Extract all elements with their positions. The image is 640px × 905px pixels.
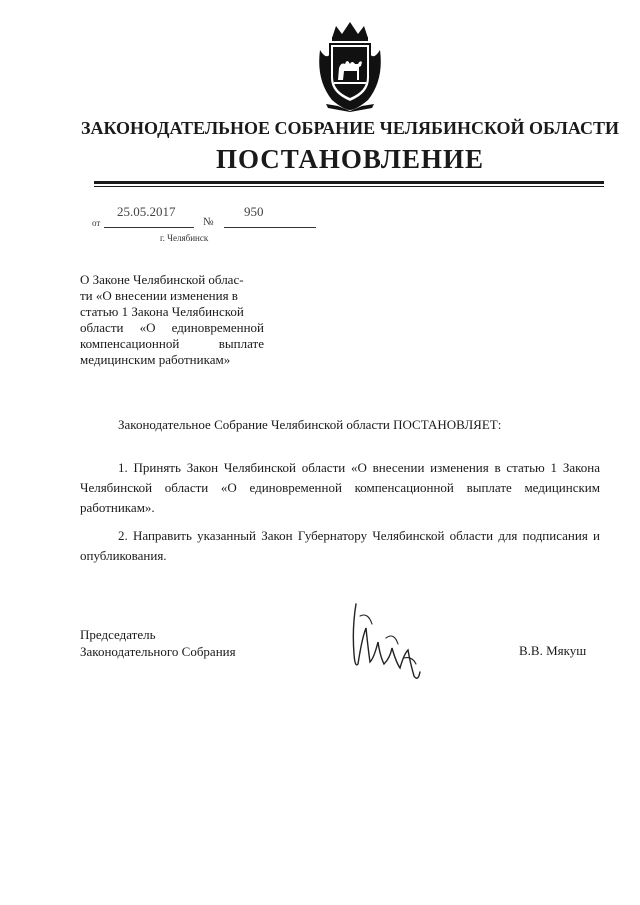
document-subject — [80, 272, 264, 368]
from-label: от — [92, 218, 101, 228]
city-label: г. Челябинск — [160, 233, 209, 243]
document-type-title: ПОСТАНОВЛЕНИЕ — [215, 144, 485, 174]
signer-position-line1: Председатель — [80, 627, 156, 642]
date-underline — [104, 227, 194, 228]
signer-position — [80, 626, 236, 660]
document-number: 950 — [244, 204, 264, 219]
signer-name: В.В. Мякуш — [519, 643, 587, 658]
resolution-item-2: 2. Направить указанный Закон Губернатору Челябинской области для подписания и опубликования. — [80, 528, 600, 563]
header-rule-thin — [94, 186, 604, 187]
subject-line: области «О единовременной — [80, 320, 264, 335]
subject-line: медицинским работникам» — [80, 352, 231, 367]
number-underline — [224, 227, 316, 228]
handwritten-signature — [338, 598, 448, 688]
signer-position-line2: Законодательного Собрания — [80, 644, 236, 659]
organization-title: ЗАКОНОДАТЕЛЬНОЕ СОБРАНИЕ ЧЕЛЯБИНСКОЙ ОБЛАСТИ — [80, 118, 620, 138]
subject-line: компенсационной выплате — [80, 336, 264, 351]
subject-line: ти «О внесении изменения в — [80, 288, 238, 303]
number-label: № — [203, 216, 214, 228]
document-date: 25.05.2017 — [117, 204, 176, 219]
preamble: Законодательное Собрание Челябинской области ПОСТАНОВЛЯЕТ: — [118, 417, 502, 432]
header-rule-thick — [94, 181, 604, 184]
resolution-item-1: 1. Принять Закон Челябинской области «О внесении изменения в статью 1 Закона Челябинской области «О единовременной компенсационной выплате медицинским работникам». — [80, 460, 600, 515]
subject-line: статью 1 Закона Челябинской — [80, 304, 244, 319]
subject-line: О Законе Челябинской облас- — [80, 272, 244, 287]
coat-of-arms-icon — [314, 20, 386, 112]
